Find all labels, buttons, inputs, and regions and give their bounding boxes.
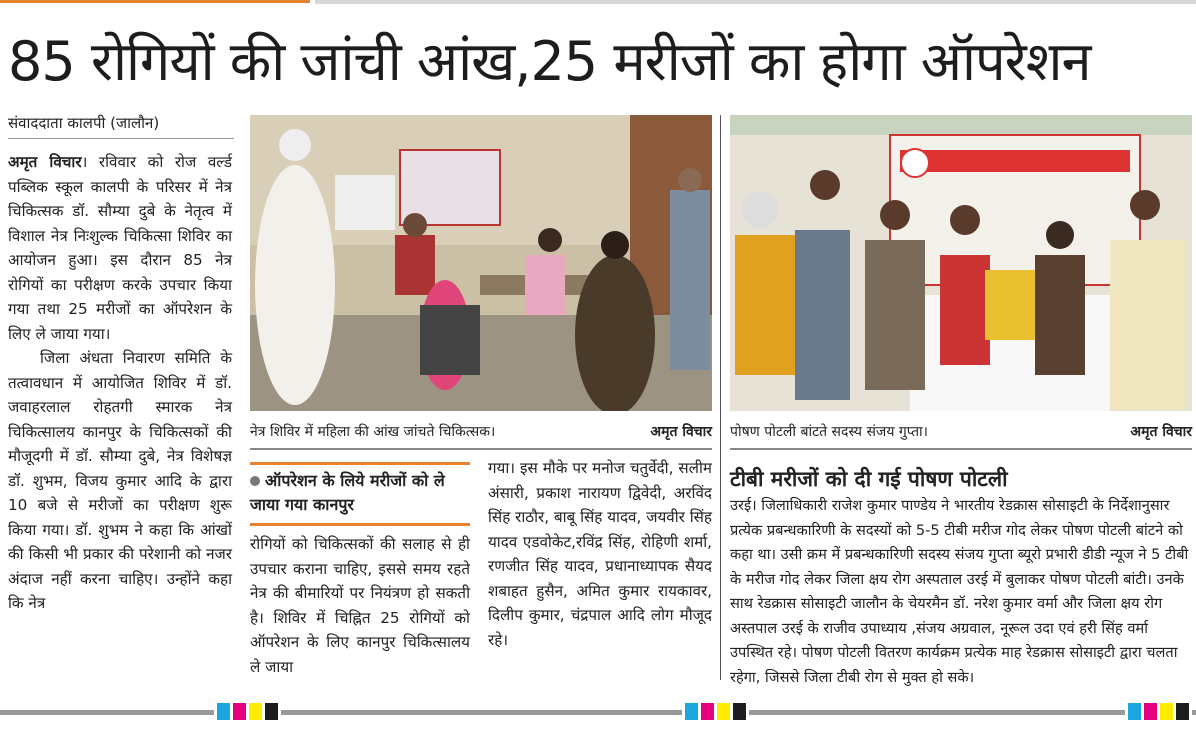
story1-para4: गया। इस मौके पर मनोज चतुर्वेदी, सलीम अंसारी, प्रकाश नारायण द्विवेदी, अरविंद सिंह राठौर, बाबू सिंह यादव, जयवीर सिंह यादव एडवोकेट,रविंद्र सिंह, रोहिणी शर्मा, रणजीत सिंह यादव, प्रधानाध्यापक सैयद शबाहत हुसैन, अमित कुमार रायकावर, दिलीप कुमार, चंद्रपाल आदि लोग मौजूद रहे। (488, 459, 712, 649)
eye-camp-photo (250, 115, 712, 411)
yellow-swatch (717, 703, 730, 720)
photo2-caption (730, 422, 1192, 450)
top-gray-bar (315, 0, 1196, 4)
registration-marks-2 (682, 703, 749, 720)
story1-subheading (250, 462, 470, 526)
registration-line (0, 710, 1196, 715)
yellow-swatch (1160, 703, 1173, 720)
registration-marks-1 (214, 703, 281, 720)
magenta-swatch (1144, 703, 1157, 720)
black-swatch (265, 703, 278, 720)
story1-para2: जिला अंधता निवारण समिति के तत्वावधान में आयोजित शिविर में डॉ. जवाहरलाल रोहतगी स्मारक नेत्र चिकित्सालय कानपुर के चिकित्सकों की मौजूदगी में डॉ. सौम्या दुबे, नेत्र विशेषज्ञ डॉ. शुभम, विजय कुमार आदि के द्वारा 10 बजे से मरीजों का परीक्षण शुरू किया गया। डॉ. शुभम ने कहा कि आंखों की किसी भी प्रकार की परेशानी को नजर अंदाज नहीं करना चाहिए। उन्होंने कहा कि नेत्र (8, 349, 232, 612)
photo2-caption-text: पोषण पोटली बांटते सदस्य संजय गुप्ता। (730, 424, 928, 440)
subheading-text: ऑपरेशन के लिये मरीजों को ले जाया गया कानपुर (250, 471, 445, 514)
magenta-swatch (233, 703, 246, 720)
photo2-credit: अमृत विचार (1130, 424, 1192, 440)
black-swatch (733, 703, 746, 720)
nutrition-kit-photo (730, 115, 1192, 411)
black-swatch (1176, 703, 1189, 720)
photo1-credit: अमृत विचार (650, 424, 712, 440)
bullet-icon (250, 476, 260, 486)
story1-para3: रोगियों को चिकित्सकों की सलाह से ही उपचार कराना चाहिए, इससे समय रहते नेत्र की बीमारियों पर नियंत्रण हो सकती है। शिविर में चिह्नित 25 रोगियों को ऑपरेशन के लिए कानपुर चिकित्सालय ले जाया (250, 535, 470, 676)
lead-dateline: अमृत विचार (8, 153, 82, 171)
story1-para1: । रविवार को रोज वर्ल्ड पब्लिक स्कूल कालपी के परिसर में नेत्र चिकित्सक डॉ. सौम्या दुबे के नेतृत्व में विशाल नेत्र निःशुल्क चिकित्सा शिविर का आयोजन हुआ। इस दौरान 85 नेत्र रोगियों का परीक्षण करके उपचार किया गया तथा 25 मरीजों का ऑपरेशन के लिए ले जाया गया। (8, 153, 233, 343)
photo1-caption-text: नेत्र शिविर में महिला की आंख जांचते चिकित्सक। (250, 424, 496, 440)
cyan-swatch (217, 703, 230, 720)
story2-headline: टीबी मरीजों को दी गई पोषण पोटली (730, 467, 1008, 491)
magenta-swatch (701, 703, 714, 720)
cyan-swatch (685, 703, 698, 720)
byline: संवाददाता कालपी (जालौन) (8, 112, 234, 139)
story1-column1 (8, 150, 232, 616)
top-accent-bar (0, 0, 310, 3)
column-divider (720, 115, 721, 680)
yellow-swatch (249, 703, 262, 720)
photo1-caption (250, 422, 712, 450)
registration-marks-3 (1125, 703, 1192, 720)
story2-body: उरई। जिलाधिकारी राजेश कुमार पाण्डेय ने भारतीय रेडक्रास सोसाइटी के निर्देशानुसार प्रत्येक प्रबन्धकारिणी के सदस्यों को 5-5 टीबी मरीज गोद लेकर पोषण पोटली बांटने को कहा था। उसी क्रम में प्रबन्धकारिणी सदस्य संजय गुप्ता ब्यूरो प्रभारी डीडी न्यूज ने 5 टीबी के मरीज गोद लेकर जिला क्षय रोग अस्पताल उरई में बुलाकर पोषण पोटली बांटी। उनके साथ रेडक्रास सोसाइटी जालौन के चेयरमैन डॉ. नरेश कुमार वर्मा और जिला क्षय रोग अस्तपाल उरई के राजीव उपाध्याय ,संजय अग्रवाल, नूरूल उदा एवं हरी सिंह वर्मा उपस्थित रहे। पोषण पोटली वितरण कार्यक्रम प्रत्येक माह रेडक्रास सोसाइटी द्वारा चलता रहेगा, जिससे जिला टीबी रोग से मुक्त हो सके। (730, 497, 1189, 686)
page-headline: 85 रोगियों की जांची आंख,25 मरीजों का होगा ऑपरेशन (8, 30, 1091, 93)
cyan-swatch (1128, 703, 1141, 720)
